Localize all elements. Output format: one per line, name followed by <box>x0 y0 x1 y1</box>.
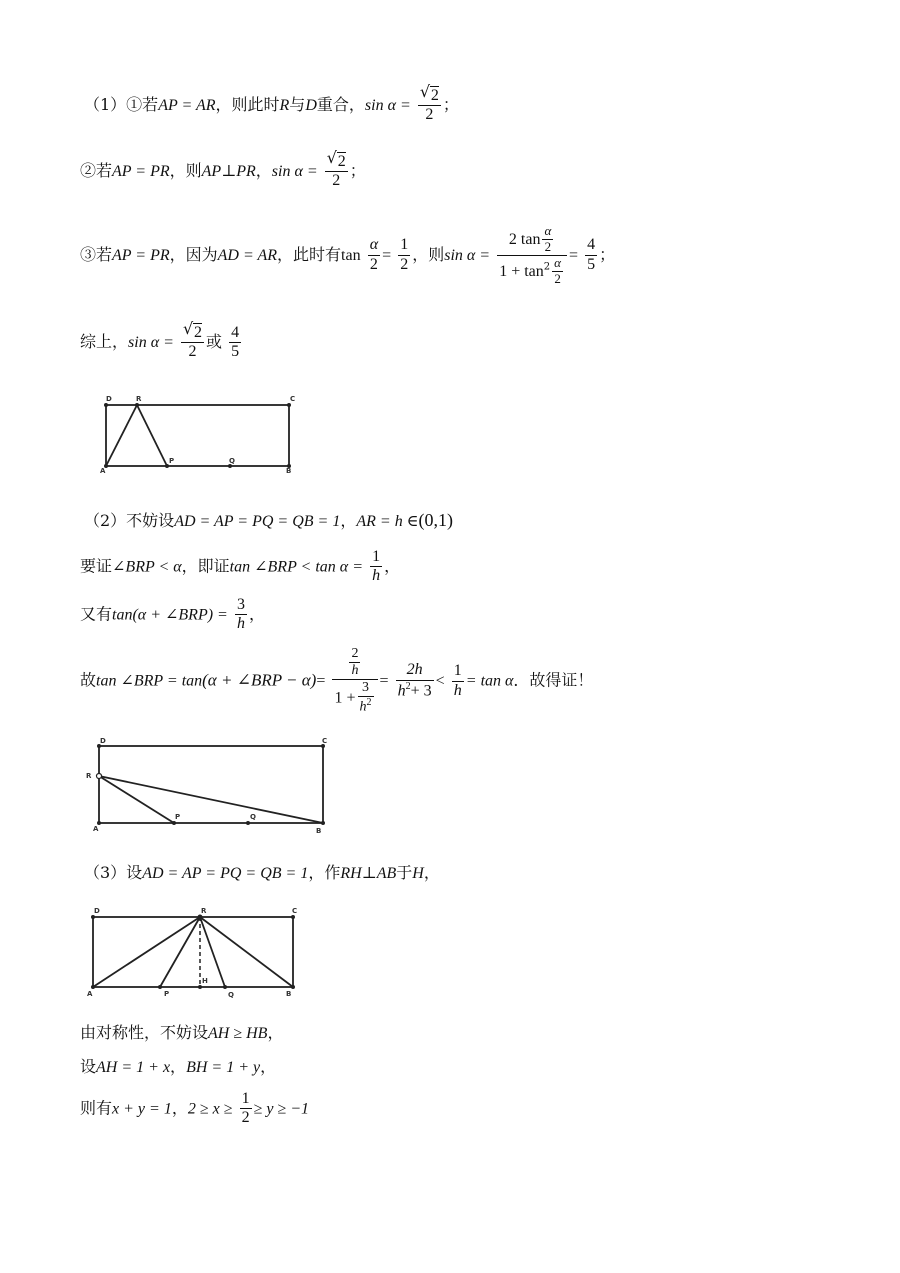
frac-1-over-h <box>452 662 464 700</box>
math: sin α = <box>271 162 318 180</box>
text: ，作 <box>308 863 341 882</box>
math: h <box>359 699 367 715</box>
math: + 3 <box>410 682 432 700</box>
math: AH ≥ HB <box>208 1025 268 1042</box>
frac-1-over-h <box>370 548 382 586</box>
part1-summary <box>80 323 243 362</box>
text: 于 <box>396 863 413 882</box>
math: sin α = <box>364 96 411 114</box>
label-C: C <box>322 737 328 745</box>
math: 1 <box>398 236 410 255</box>
text: （1）①若 <box>84 94 159 114</box>
text: （2）不妨设 <box>84 511 175 530</box>
math: 2 <box>193 324 202 341</box>
frac-sqrt2-over-2 <box>181 323 204 362</box>
math: α <box>544 223 552 238</box>
text: ， <box>260 1057 277 1076</box>
math: 1 + tan <box>499 262 544 280</box>
frac-2h-over-h2-plus-3 <box>396 661 434 700</box>
part1-line3: ③若AP = PR，因为AD = AR，此时有tan $\frac{\alpha}{2}$ = $\frac{1}{2}$ ，则sin α = 2 tan $\frac{\alpha}{2}$ $1 + \tan^2$ $\frac{\alpha}{2}$ = $\frac{4}{5}$ ； <box>80 223 616 286</box>
math: h <box>372 567 381 585</box>
math: = <box>379 672 389 690</box>
math: α <box>554 254 561 270</box>
label-R: R <box>86 772 92 780</box>
math: 5 <box>587 255 596 273</box>
figure-3 <box>80 904 306 1000</box>
label-R: R <box>136 395 142 403</box>
math: 2 <box>369 255 378 273</box>
math: 3 <box>235 596 247 615</box>
text: ， <box>267 1023 284 1042</box>
label-B: B <box>286 467 292 474</box>
math: AP⊥PR <box>201 162 256 180</box>
text: ，此时有 <box>277 244 342 264</box>
math: 2 <box>425 106 434 124</box>
math: 2 <box>430 87 439 104</box>
math: AP = PR <box>112 162 170 180</box>
math: x + y = 1 <box>112 1100 172 1118</box>
label-A: A <box>100 467 106 474</box>
math: 2 <box>188 343 197 361</box>
frac-1-over-2 <box>240 1090 252 1128</box>
label-Q: Q <box>250 813 256 821</box>
text: ，则此时 <box>215 94 280 114</box>
part2-line3 <box>80 596 265 634</box>
math: AD = AR <box>217 246 278 264</box>
text: ，即证 <box>181 556 230 576</box>
math: (0,1) <box>418 510 454 530</box>
math: h <box>236 615 245 633</box>
label-A: A <box>93 825 99 833</box>
math: h <box>453 681 462 699</box>
text: 要证 <box>80 556 113 576</box>
math: H <box>412 865 424 882</box>
math: 2 <box>400 255 409 273</box>
math: 2 ≥ x ≥ <box>187 1100 233 1118</box>
math: tan(α + ∠BRP) = <box>112 606 228 624</box>
label-R: R <box>201 907 207 915</box>
text: ， <box>423 863 440 882</box>
frac-sqrt2-over-2 <box>325 152 348 191</box>
figure-1 <box>96 392 302 474</box>
text: 与 <box>289 94 306 114</box>
text: ； <box>442 94 459 114</box>
math: 2 <box>332 172 341 190</box>
label-D: D <box>106 395 112 403</box>
math: AH = 1 + x <box>96 1059 171 1076</box>
label-B: B <box>316 827 322 835</box>
text: 设 <box>80 1057 97 1076</box>
math: h <box>351 663 359 679</box>
figure-2 <box>84 733 334 837</box>
math: < <box>435 672 445 690</box>
text: ， <box>255 160 272 180</box>
part2-line1 <box>84 508 453 531</box>
label-C: C <box>290 395 296 403</box>
text: ②若 <box>80 160 113 180</box>
math: AD = AP = PQ = QB = 1 <box>174 513 341 530</box>
math: tan ∠BRP < tan α = <box>229 558 363 576</box>
math: AP = PR <box>112 246 170 264</box>
math: 2 <box>366 697 372 709</box>
text: （3）设 <box>84 863 143 882</box>
text: ， <box>170 1057 187 1076</box>
frac-sqrt2-over-2 <box>418 86 441 125</box>
text: ， <box>248 604 265 624</box>
text: ； <box>599 244 616 264</box>
text: 综上， <box>80 331 129 351</box>
text: ， <box>171 1098 188 1118</box>
part3-line3 <box>80 1054 276 1077</box>
math: 2 <box>349 646 360 663</box>
label-P: P <box>164 990 170 998</box>
math: = tan α <box>465 672 514 690</box>
math: 4 <box>229 324 241 343</box>
label-Q: Q <box>229 457 235 465</box>
math: AP = AR <box>158 96 216 114</box>
math: D <box>305 96 317 114</box>
label-A: A <box>87 990 93 998</box>
math: 5 <box>231 342 240 360</box>
label-P: P <box>169 457 175 465</box>
label-D: D <box>100 737 106 745</box>
math: 2h <box>396 661 434 680</box>
text: ，因为 <box>169 244 218 264</box>
math: 2 <box>554 270 561 286</box>
label-P: P <box>175 813 181 821</box>
text: ，则 <box>169 160 202 180</box>
text: ③若 <box>80 244 113 264</box>
math: tan <box>341 246 361 264</box>
part3-line2 <box>80 1020 283 1043</box>
text: 则有 <box>80 1098 113 1118</box>
label-D: D <box>94 907 100 915</box>
label-C: C <box>292 907 298 915</box>
label-B: B <box>286 990 292 998</box>
math: 1 <box>452 662 464 681</box>
math: 1 + <box>334 689 356 707</box>
frac-compound <box>332 646 377 716</box>
math: 4 <box>585 236 597 255</box>
math: AD = AP = PQ = QB = 1 <box>142 865 309 882</box>
label-H: H <box>202 977 208 985</box>
frac-1-over-2 <box>398 236 410 274</box>
math: 2 <box>405 680 411 692</box>
frac-4-over-5 <box>229 324 241 362</box>
math: 2 <box>544 238 552 254</box>
frac-4-over-5 <box>585 236 597 274</box>
text: ， <box>340 511 357 530</box>
part1-line1 <box>84 86 459 125</box>
text: 故 <box>80 670 97 690</box>
text: ．故得证！ <box>513 670 594 690</box>
math: 3 <box>358 680 374 697</box>
math: RH⊥AB <box>340 865 397 882</box>
math: sin α = <box>128 333 174 351</box>
text: 重合， <box>316 94 365 114</box>
math: α <box>368 236 380 255</box>
part3-line1 <box>84 860 440 883</box>
math: sin α = <box>444 246 491 264</box>
math: ∠BRP < α <box>112 558 182 576</box>
frac-3-over-h <box>235 596 247 634</box>
math: ≥ y ≥ −1 <box>253 1100 310 1118</box>
math: R <box>279 96 290 114</box>
text: 或 <box>205 331 222 351</box>
text: ，则 <box>412 244 445 264</box>
frac-double-angle <box>497 224 567 287</box>
math: 1 <box>370 548 382 567</box>
math: 2 tan <box>508 230 541 248</box>
part3-line4 <box>80 1090 309 1128</box>
math: tan ∠BRP = tan <box>96 672 203 690</box>
math: BH = 1 + y <box>186 1059 261 1076</box>
math: 1 <box>240 1090 252 1109</box>
math: 2 <box>241 1109 250 1127</box>
math: 2 <box>543 261 551 273</box>
math: = <box>316 672 326 690</box>
text: ； <box>349 160 366 180</box>
math: (α + ∠BRP − α) <box>202 670 317 690</box>
frac-alpha-over-2 <box>368 236 380 274</box>
math: h <box>397 682 406 700</box>
part1-line2 <box>80 152 366 191</box>
math: AR = h ∈ <box>356 513 419 530</box>
text: 又有 <box>80 604 113 624</box>
math: 2 <box>337 153 346 170</box>
text: 由对称性，不妨设 <box>80 1023 209 1042</box>
text: ， <box>384 556 401 576</box>
label-Q: Q <box>228 991 234 999</box>
part2-line2 <box>80 548 400 586</box>
part2-line4 <box>80 646 593 716</box>
